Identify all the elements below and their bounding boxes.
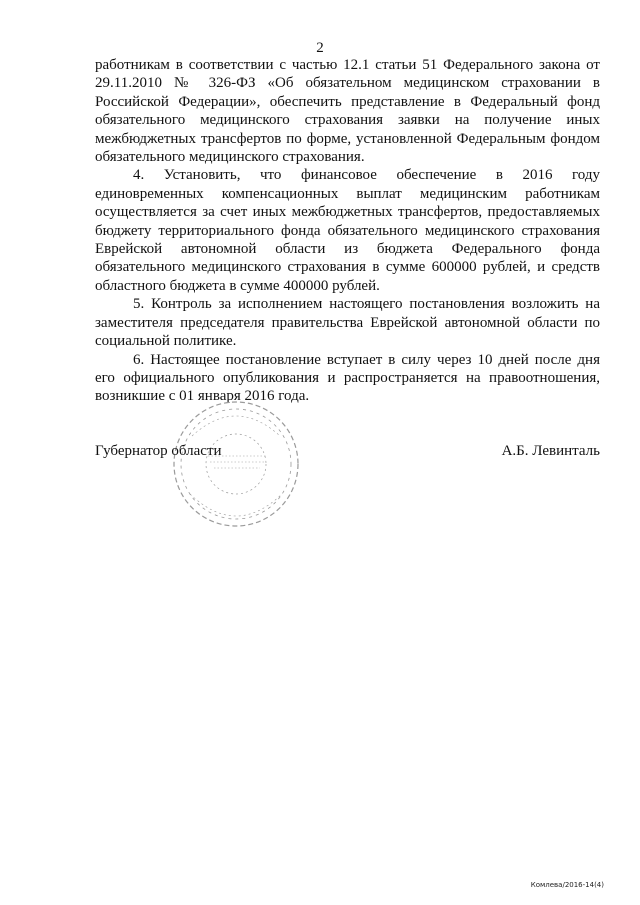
official-seal-stamp: [170, 398, 302, 530]
document-body: [95, 56, 600, 406]
page-number: 2: [316, 40, 324, 56]
signature-block: [95, 442, 600, 462]
document-footer-code: Комлева/2016-14(4): [530, 881, 604, 889]
paragraph-continuation: работникам в соответствии с частью 12.1 статьи 51 Федерального закона от 29.11.2010 № 326-ФЗ «Об обязательном медицинском страховании в Российской Федерации», обеспечить представление в Федеральный фонд обязательного медицинского страхования заявки на получение иных межбюджетных трансфертов по форме, установленной Федеральным фондом обязательного медицинского страхования.: [95, 57, 600, 166]
paragraph-item-5: 5. Контроль за исполнением настоящего постановления возложить на заместителя председателя правительства Еврейской автономной области по социальной политике.: [95, 296, 600, 350]
signatory-title: Губернатор области: [95, 443, 222, 459]
signatory-name: А.Б. Левинталь: [501, 443, 600, 459]
paragraph-item-4: 4. Установить, что финансовое обеспечение в 2016 году единовременных компенсационных выплат медицинским работникам осуществляется за счет иных межбюджетных трансфертов, предоставляемых бюджету территориального фонда обязательного медицинского страхования Еврейской автономной области из бюджета Федерального фонда обязательного медицинского страхования в сумме 600000 рублей, и средств областного бюджета в сумме 400000 рублей.: [95, 167, 600, 294]
paragraph-item-6: 6. Настоящее постановление вступает в силу через 10 дней после дня его официального опубликования и распространяется на правоотношения, возникшие с 01 января 2016 года.: [95, 351, 600, 405]
